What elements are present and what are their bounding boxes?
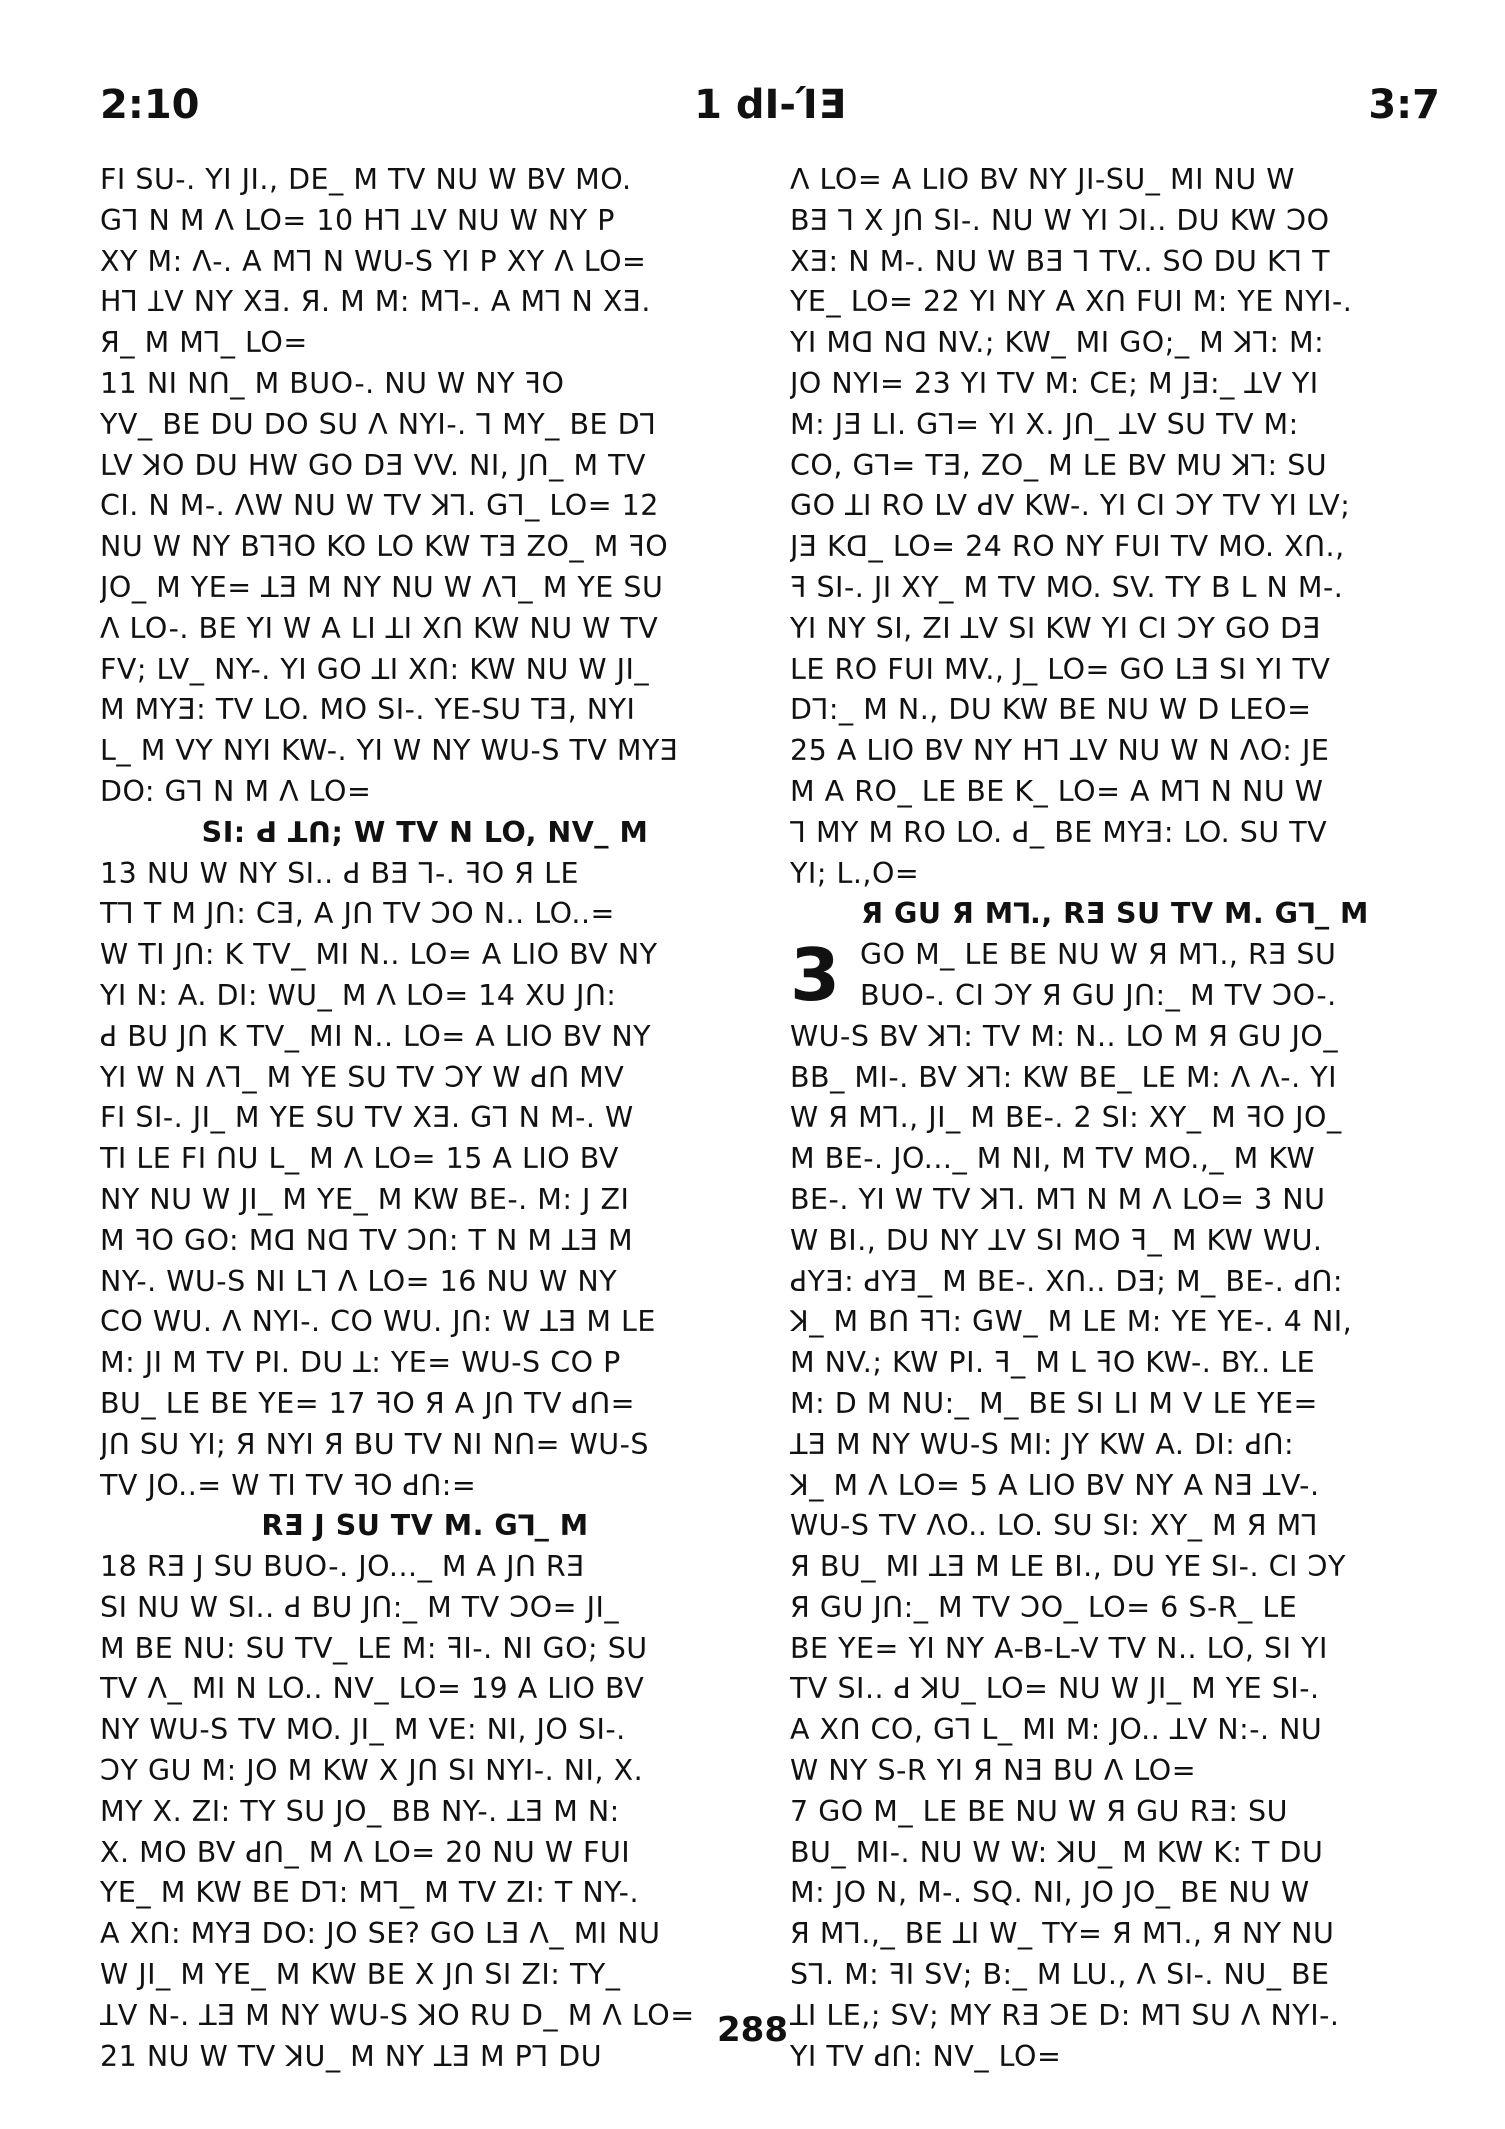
text-line: ꓶ MY M RO LO. ꓒ_ BE MYƎ: LO. SU TV — [790, 815, 1328, 849]
header-book-title: 1 dI-ΊƎ — [694, 82, 846, 128]
text-line: 25 A LIO BV NY Hꓶ ꓕV NU W N ΛO: JE — [790, 734, 1330, 768]
text-line: YI Mꓷ Nꓷ NV.; KW_ MI GO;_ M ꓘꓶ: M: — [790, 326, 1325, 360]
text-line: LV ꓘO DU HW GO DƎ VV. NI, Jꓵ_ M TV — [100, 448, 647, 482]
text-line: M: JƎ LI. Gꓶ= YI X. Jꓵ_ ꓕV SU TV M: — [790, 407, 1299, 441]
text-line: JO_ M YE= ꓕƎ M NY NU W Λꓶ_ M YE SU — [100, 570, 664, 604]
chapter-second-line: BUO-. CI ƆY Я GU Jꓵ:_ M TV ƆO-. — [860, 978, 1337, 1012]
text-line: YE_ LO= 22 YI NY A Xꓵ FUI M: YE NYI-. — [790, 285, 1353, 319]
text-line: ꓒ BU Jꓵ K TV_ MI N.. LO= A LIO BV NY — [100, 1019, 652, 1053]
text-line: A Xꓵ CO, Gꓶ L_ MI M: JO.. ꓕV N:-. NU — [790, 1713, 1323, 1747]
text-line: Я GU Jꓵ:_ M TV ƆO_ LO= 6 S-R_ LE — [790, 1590, 1298, 1624]
chapter-first-line: GO M_ LE BE NU W Я Mꓶ., RƎ SU — [860, 938, 1337, 972]
text-line: XY M: Λ-. A MꞀ N WU-S YI P XY Λ LO= — [100, 244, 647, 278]
text-line: 11 NI Nꓵ_ M BUO-. NU W NY ꟻO — [100, 366, 565, 400]
page-number: 288 — [717, 2010, 788, 2050]
section-heading: Я GU Я Mꓶ., RƎ SU TV M. Gꓶ_ M — [861, 897, 1369, 931]
text-line: HꞀ ꞱV NY XƎ. Я. M M: MꞀ-. A MꞀ N XƎ. — [100, 285, 651, 319]
chapter-number: 3 — [790, 933, 841, 1018]
text-line: SI NU W SI.. ꓒ BU Jꓵ:_ M TV ƆO= JI_ — [100, 1590, 620, 1624]
text-line: YE_ M KW BE Dꓶ: Mꓶ_ M TV ZI: T NY-. — [100, 1876, 640, 1910]
text-line: Я BU_ MI ꓕƎ M LE BI., DU YE SI-. CI ƆY — [790, 1550, 1346, 1584]
text-line: W TI Jꓵ: K TV_ MI N.. LO= A LIO BV NY — [100, 938, 658, 972]
text-line: W JI_ M YE_ M KW BE X Jꓵ SI ZI: TY_ — [100, 1958, 621, 1992]
text-line: 21 NU W TV ꓘU_ M NY ꓕƎ M Pꓶ DU — [100, 2039, 603, 2073]
text-line: GO ꓕI RO LV ꓒV KW-. YI CI ƆY TV YI LV; — [790, 489, 1351, 523]
text-line: WU-S BV ꓘꓶ: TV M: N.. LO M Я GU JO_ — [790, 1019, 1339, 1053]
text-line: M MYƎ: TV LO. MO SI-. YE-SU TƎ, NYI — [100, 693, 636, 727]
text-line: Я_ M MꞀ_ LO= — [100, 326, 308, 360]
text-line: JO NYI= 23 YI TV M: CE; M JƎ:_ ꓕV YI — [790, 366, 1319, 400]
text-line: FV; LV_ NY-. YI GO ꓕI Xꓵ: KW NU W JI_ — [100, 652, 650, 686]
page-header — [100, 82, 1440, 142]
text-line: Jꓵ SU YI; Я NYI Я BU TV NI Nꓵ= WU-S — [100, 1427, 649, 1461]
text-line: BU_ LE BE YE= 17 ꟻO Я A Jꓵ TV ꓒꓵ= — [100, 1386, 635, 1420]
text-line: NU W NY BꓶꟻO KO LO KW TƎ ZO_ M ꟻO — [100, 530, 669, 564]
text-line: Λ LO-. BE YI W A LI ꓕI Xꓵ KW NU W TV — [100, 611, 659, 645]
text-line: YI; L.,O= — [790, 856, 920, 890]
section-heading: RƎ J SU TV M. Gꓶ_ M — [261, 1509, 589, 1543]
text-line: CO, Gꓶ= TƎ, ZO_ M LE BV MU ꓘꓶ: SU — [790, 448, 1328, 482]
text-line: LE RO FUI MV., J_ LO= GO LƎ SI YI TV — [790, 652, 1331, 686]
right-text-column — [790, 160, 1440, 2077]
text-line: NY NU W JI_ M YE_ M KW BE-. M: J ZI — [100, 1182, 630, 1216]
text-line: CO WU. Λ NYI-. CO WU. Jꓵ: W ꓕƎ M LE — [100, 1305, 656, 1339]
text-line: ꓕƎ M NY WU-S MI: JY KW A. DI: ꓒꓵ: — [790, 1427, 1295, 1461]
text-line: NY WU-S TV MO. JI_ M VE: NI, JO SI-. — [100, 1713, 626, 1747]
text-line: A Xꓵ: MYƎ DO: JO SE? GO LƎ Λ_ MI NU — [100, 1917, 661, 1951]
text-line: TI LE FI ꓵU L_ M Λ LO= 15 A LIO BV — [100, 1142, 619, 1176]
text-line: BE YE= YI NY A-B-L-V TV N.. LO, SI YI — [790, 1631, 1328, 1665]
text-line: ꓘ_ M Bꓵ ꟻꓶ: GW_ M LE M: YE YE-. 4 NI, — [790, 1305, 1353, 1339]
text-line: ƆY GU M: JO M KW X Jꓵ SI NYI-. NI, X. — [100, 1754, 644, 1788]
text-line: YI W N Λꓶ_ M YE SU TV ƆY W ꓒꓵ MV — [100, 1060, 625, 1094]
text-line: BE-. YI W TV ꓘꓶ. Mꓶ N M Λ LO= 3 NU — [790, 1182, 1326, 1216]
text-line: W NY S-R YI Я NƎ BU Λ LO= — [790, 1754, 1197, 1788]
text-line: WU-S TV ΛO.. LO. SU SI: XY_ M Я Mꓶ — [790, 1509, 1319, 1543]
text-line: FI SI-. JI_ M YE SU TV XƎ. Gꓶ N M-. W — [100, 1101, 634, 1135]
text-line: Я Mꓶ.,_ BE ꓕI W_ TY= Я Mꓶ., Я NY NU — [790, 1917, 1335, 1951]
text-line: TV SI.. ꓒ ꓘU_ LO= NU W JI_ M YE SI-. — [790, 1672, 1320, 1706]
text-line: NY-. WU-S NI Lꓶ Λ LO= 16 NU W NY — [100, 1264, 618, 1298]
text-line: BB_ MI-. BV ꓘꓶ: KW BE_ LE M: Λ Λ-. YI — [790, 1060, 1338, 1094]
text-line: XƎ: N M-. NU W BƎ ꓶ TV.. SO DU Kꓶ T — [790, 244, 1330, 278]
text-line: W BI., DU NY ꓕV SI MO ꟻ_ M KW WU. — [790, 1223, 1323, 1257]
text-line: ꓘ_ M Λ LO= 5 A LIO BV NY A NƎ ꓕV-. — [790, 1468, 1320, 1502]
text-line: ꓕI LE,; SV; MY RƎ ƆE D: Mꓶ SU Λ NYI-. — [790, 1998, 1340, 2032]
text-line: TV Λ_ MI N LO.. NV_ LO= 19 A LIO BV — [100, 1672, 645, 1706]
text-line: ꓒYƎ: ꓒYƎ_ M BE-. Xꓵ.. DƎ; M_ BE-. ꓒꓵ: — [790, 1264, 1343, 1298]
text-line: 13 NU W NY SI.. ꓒ BƎ ꓶ-. ꟻO Я LE — [100, 856, 580, 890]
text-line: M BE NU: SU TV_ LE M: ꟻI-. NI GO; SU — [100, 1631, 648, 1665]
text-line: YI NY SI, ZI ꓕV SI KW YI CI ƆY GO DƎ — [790, 611, 1321, 645]
text-line: YI N: A. DI: WU_ M Λ LO= 14 XU Jꓵ: — [100, 978, 617, 1012]
text-line: Tꓶ T M Jꓵ: CƎ, A Jꓵ TV ƆO N.. LO..= — [100, 897, 615, 931]
text-line: M: JI M TV PI. DU ꓕ: YE= WU-S CO P — [100, 1346, 621, 1380]
text-line: ꟻ SI-. JI XY_ M TV MO. SV. TY B L N M-. — [790, 570, 1344, 604]
text-line: X. MO BV ꓒꓵ_ M Λ LO= 20 NU W FUI — [100, 1835, 631, 1869]
text-line: BƎ ꓶ X Jꓵ SI-. NU W YI ƆI.. DU KW ƆO — [790, 203, 1330, 237]
text-line: YI TV ꓒꓵ: NV_ LO= — [790, 2039, 1062, 2073]
text-line: GꞀ N M Λ LO= 10 HꞀ ꞱV NU W NY P — [100, 203, 615, 237]
text-line: M: D M NU:_ M_ BE SI LI M V LE YE= — [790, 1386, 1318, 1420]
text-line: W Я Mꓶ., JI_ M BE-. 2 SI: XY_ M ꟻO JO_ — [790, 1101, 1342, 1135]
text-line: 18 RƎ J SU BUO-. JO..._ M A Jꓵ RƎ — [100, 1550, 585, 1584]
text-line: 7 GO M_ LE BE NU W Я GU RƎ: SU — [790, 1794, 1288, 1828]
section-heading: SI: ꓒ ꓕꓵ; W TV N LO, NV_ M — [201, 815, 649, 849]
text-line: TV JO..= W TI TV ꟻO ꓒꓵ:= — [100, 1468, 477, 1502]
text-line: ꓕV N-. ꓕƎ M NY WU-S ꓘO RU D_ M Λ LO= — [100, 1998, 695, 2032]
text-line: DO: Gꓶ N M Λ LO= — [100, 774, 372, 808]
text-line: BU_ MI-. NU W W: ꓘU_ M KW K: T DU — [790, 1835, 1324, 1869]
text-line: Sꓶ. M: ꟻI SV; B:_ M LU., Λ SI-. NU_ BE — [790, 1958, 1330, 1992]
text-line: M: JO N, M-. SQ. NI, JO JO_ BE NU W — [790, 1876, 1310, 1910]
header-right-reference: 3:7 — [1368, 82, 1440, 128]
text-line: M A RO_ LE BE K_ LO= A Mꓶ N NU W — [790, 774, 1324, 808]
text-line: M BE-. JO..._ M NI, M TV MO.,_ M KW — [790, 1142, 1316, 1176]
text-line: JƎ Kꓷ_ LO= 24 RO NY FUI TV MO. Xꓵ., — [790, 530, 1345, 564]
right-column-bottom-block — [790, 1017, 1440, 2078]
chapter-opening — [790, 935, 1440, 1017]
text-line: M ꟻO GO: Mꓷ Nꓷ TV Ɔꓵ: T N M ꓕƎ M — [100, 1223, 634, 1257]
text-line: FI SU-. YI JI., DE_ M TV NU W BV MO. — [100, 163, 632, 196]
left-text-column — [100, 160, 750, 2077]
text-line: Λ LO= A LIO BV NY JI-SU_ MI NU W — [790, 163, 1295, 196]
right-column-top-block — [790, 160, 1440, 935]
text-line: CI. N M-. ΛW NU W TV ꓘꓶ. Gꓶ_ LO= 12 — [100, 489, 659, 523]
text-line: YV_ BE DU DO SU Λ NYI-. ꓶ MY_ BE Dꓶ — [100, 407, 657, 441]
text-line: L_ M VY NYI KW-. YI W NY WU-S TV MYƎ — [100, 734, 679, 768]
text-line: M NV.; KW PI. ꟻ_ M L ꟻO KW-. BY.. LE — [790, 1346, 1316, 1380]
header-left-reference: 2:10 — [100, 82, 200, 128]
text-line: MY X. ZI: TY SU JO_ BB NY-. ꓕƎ M N: — [100, 1794, 620, 1828]
text-line: Dꓶ:_ M N., DU KW BE NU W D LEO= — [790, 693, 1312, 727]
